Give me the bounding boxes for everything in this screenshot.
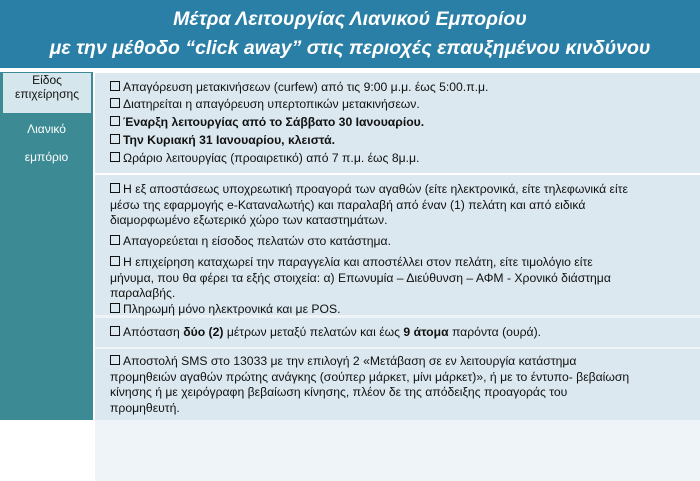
checkbox-bullet-icon	[110, 326, 120, 336]
list-item	[110, 182, 700, 229]
checkbox-bullet-icon	[110, 355, 120, 365]
list-item	[110, 234, 700, 250]
list-item	[110, 115, 700, 131]
item-text: Ωράριο λειτουργίας (προαιρετικό) από 7 π.μ. έως 8μ.μ.	[123, 151, 420, 165]
list-item	[110, 354, 700, 416]
item-text: Απαγόρευση μετακινήσεων (curfew) από τις 9:00 μ.μ. έως 5:00.π.μ.	[123, 80, 489, 94]
checkbox-bullet-icon	[110, 256, 120, 266]
item-text: Η επιχείρηση καταχωρεί την παραγγελία και αποστέλλει στον πελάτη, είτε τιμολόγιο είτε	[123, 255, 593, 269]
list-item	[110, 133, 700, 149]
checkbox-bullet-icon	[110, 116, 120, 126]
item-text-bold: 9 άτομα	[403, 325, 449, 339]
item-text: παρόντα (ουρά).	[448, 325, 542, 339]
title-banner	[0, 0, 700, 68]
checkbox-bullet-icon	[110, 81, 120, 91]
list-item	[110, 325, 700, 341]
item-text: μήνυμα, που θα φέρει τα εξής στοιχεία: α) Επωνυμία – Διεύθυνση – ΑΦΜ - Χρονικό διάστημα	[110, 270, 611, 285]
title-line-1: Μέτρα Λειτουργίας Λιανικού Εμπορίου	[173, 8, 527, 30]
checkbox-bullet-icon	[110, 235, 120, 245]
item-text: διαμορφωμένο εξωτερικό χώρο των καταστημάτων.	[110, 213, 388, 227]
business-type-label-2: εμπόριο	[24, 150, 69, 164]
list-item	[110, 151, 700, 167]
item-text: Αποστολή SMS στο 13033 με την επιλογή 2 «Μετάβαση σε εν λειτουργία κατάστημα	[123, 354, 577, 368]
checkbox-bullet-icon	[110, 303, 120, 313]
item-text: κίνησης ή με χειρόγραφη βεβαίωση κίνησης, πλέον δε της απόδειξης προαγοράς του	[110, 385, 568, 399]
list-item	[110, 302, 700, 318]
title-line-2: με την μέθοδο “click away” στις περιοχές επαυξημένου κινδύνου	[49, 37, 651, 59]
item-text-bold: δύο (2)	[183, 325, 224, 339]
item-text: μέσω της εφαρμογής e-Καταναλωτής) και παραλαβή από έναν (1) πελάτη και από ειδικά	[110, 197, 586, 212]
business-type-header-line1: Είδος	[32, 73, 62, 87]
item-text: Απόσταση	[123, 325, 184, 339]
item-text: μέτρων μεταξύ πελατών και έως	[223, 325, 404, 339]
business-type-header	[3, 73, 91, 113]
item-text: Διατηρείται η απαγόρευση υπερτοπικών μετακινήσεων.	[123, 97, 420, 111]
checkbox-bullet-icon	[110, 134, 120, 144]
business-type-label-1: Λιανικό	[27, 122, 66, 136]
item-text: Πληρωμή μόνο ηλεκτρονικά και με POS.	[123, 302, 341, 316]
item-text: Η εξ αποστάσεως υποχρεωτική προαγορά των αγαθών (είτε ηλεκτρονικά, είτε τηλεφωνικά είτε	[123, 182, 628, 196]
business-type-header-line2: επιχείρησης	[15, 87, 79, 101]
checkbox-bullet-icon	[110, 152, 120, 162]
item-text: Την Κυριακή 31 Ιανουαρίου, κλειστά.	[123, 133, 336, 147]
list-item	[110, 80, 700, 96]
checkbox-bullet-icon	[110, 183, 120, 193]
item-text: προμηθειών αγαθών πρώτης ανάγκης (σούπερ μάρκετ, μίνι μάρκετ)», ή με το έντυπο- βεβαίωση	[110, 369, 630, 384]
checkbox-bullet-icon	[110, 98, 120, 108]
list-item	[110, 97, 700, 113]
item-text: προμηθευτή.	[110, 400, 180, 415]
item-text: παραλαβής.	[110, 286, 176, 300]
item-text: Έναρξη λειτουργίας από το Σάββατο 30 Ιανουαρίου.	[123, 115, 425, 129]
item-text: Απαγορεύεται η είσοδος πελατών στο κατάστημα.	[123, 234, 391, 248]
list-item	[110, 255, 700, 302]
